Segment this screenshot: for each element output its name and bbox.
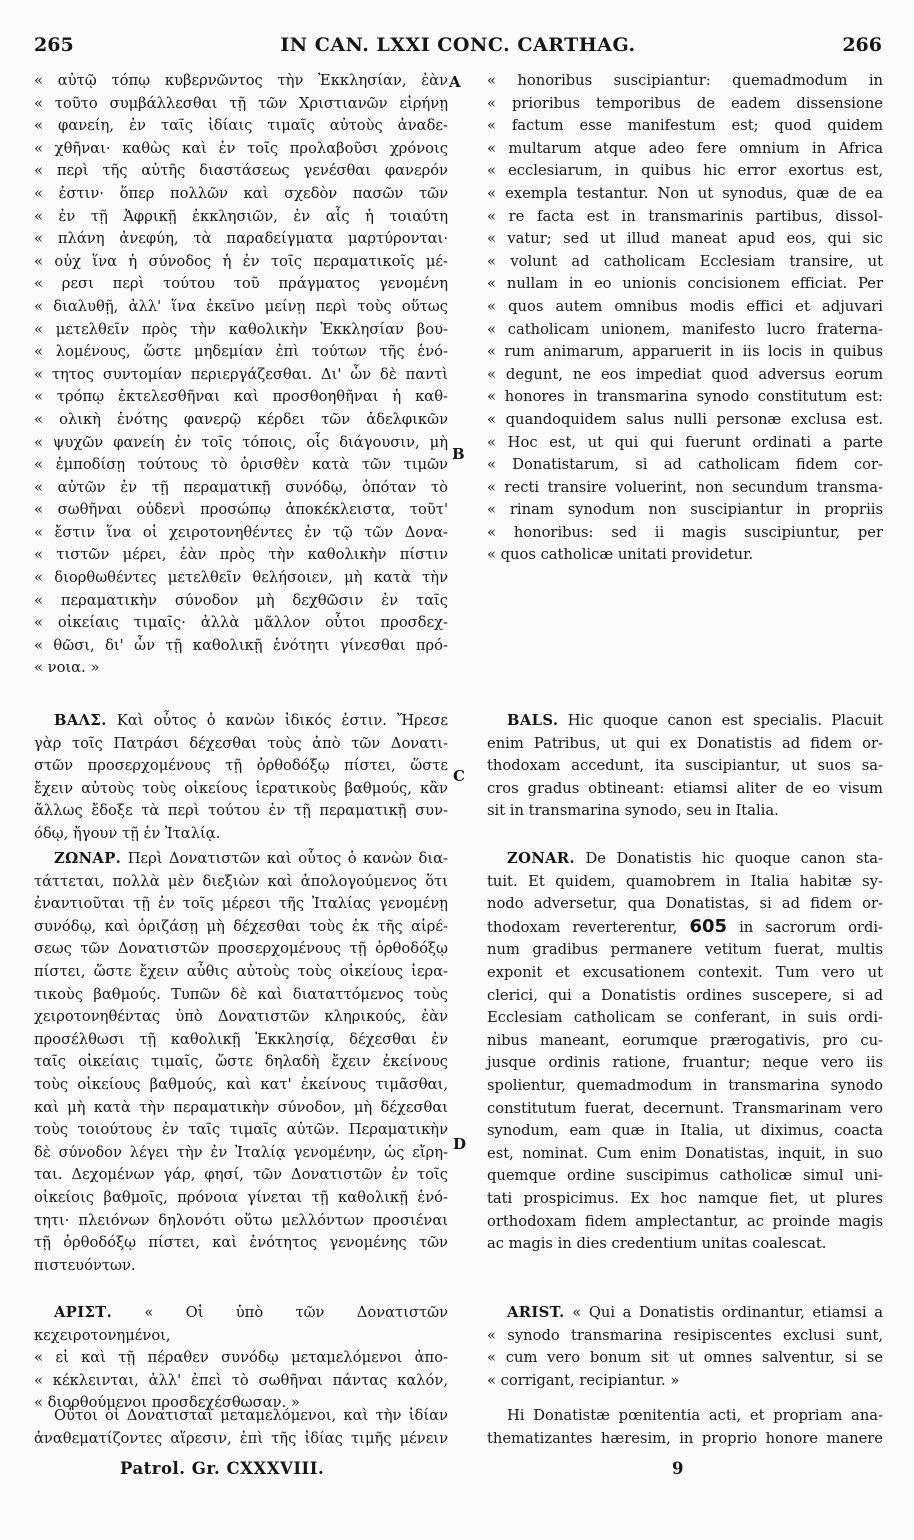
latin-aristenus-commentary <box>487 1302 883 1392</box>
text-line: tati prospicimus. Ex hoc namque fiet, ut plures <box>487 1189 883 1207</box>
commentator-label: ΑΡΙΣΤ. <box>54 1304 113 1321</box>
text-line: « ἐν τῇ Ἀφρικῇ ἐκκλησιῶν, ἐν αἷς ἡ τοιαύτη <box>34 207 448 225</box>
text-line: « corrigant, recipiantur. » <box>487 1371 680 1389</box>
text-line: καὶ μὴ κατὰ τὴν περαματικὴν σύνοδον, μὴ δέχεσθαι <box>34 1098 448 1116</box>
margin-marker-c: C <box>453 767 465 785</box>
text-line: spolientur, quemadmodum in transmarina synodo <box>487 1076 883 1094</box>
text-line: clerici, qui a Donatistis ordines suscepere, si ad <box>487 986 883 1004</box>
text-line: « πλάνη ἀνεφύη, τὰ παραδείγματα μαρτύρονται· <box>34 230 448 248</box>
commentator-label: BALS. <box>507 712 559 729</box>
text-line: δὲ σύνοδον λέγει τὴν ἐν Ἰταλίᾳ γενομένην, ὡς εἴρη- <box>34 1143 448 1161</box>
latin-zonaras-commentary <box>487 848 883 1256</box>
commentator-label: ZONAR. <box>507 850 576 867</box>
text-line: « κέκλεινται, ἀλλ' ἐπεὶ τὸ σωθῆναι πάντας καλόν, <box>34 1371 448 1389</box>
text-line: « honoribus suscipiantur: quemadmodum in <box>487 72 883 89</box>
text-line: « διορθούμενοι προσδεχέσθωσαν. » <box>34 1394 300 1412</box>
text-line: « catholicam unionem, manifesto lucro fraterna- <box>487 320 883 338</box>
text-line: « prioribus temporibus de eadem dissensione <box>487 94 883 112</box>
text-line: « ecclesiarum, in quibus hic error exortus est, <box>487 162 883 180</box>
text-line: synodum, eam quæ in Italia, ut diximus, coacta <box>487 1122 883 1140</box>
text-line: τῇ ὀρθοδόξῳ πίστει, καὶ ἑνότητος γενομένης τῶν <box>34 1234 448 1252</box>
text-line: « διαλυθῇ, ἀλλ' ἵνα ἐκεῖνο μείνῃ περὶ τοὺς οὕτως <box>34 297 448 315</box>
text-line: « μετελθεῖν πρὸς τὴν καθολικὴν Ἐκκλησίαν βου- <box>34 320 448 338</box>
page-number-left: 265 <box>34 34 74 56</box>
text-line: οἰκείοις βαθμοῖς, πρόνοια γίνεται τῇ καθολικῇ ἑνό- <box>34 1188 448 1206</box>
text-line: ταῖς οἰκείαις τιμαῖς, ὥστε δηλαδὴ ἔχειν ἐκείνους <box>34 1053 448 1071</box>
column-number: 605 <box>689 915 728 937</box>
text-line: ΑΡΙΣΤ. « Οἱ ὑπὸ τῶν Δονατιστῶν κεχειροτονημένοι, <box>34 1304 449 1344</box>
text-line: Οὗτοι οἱ Δονατισταὶ μεταμελόμενοι, καὶ τὴν ἰδίαν <box>54 1407 448 1424</box>
latin-closing-paragraph <box>487 1405 883 1450</box>
text-line: « νοια. » <box>34 659 100 677</box>
text-line: Ecclesiam catholicam se conferant, in suis ordi- <box>487 1009 883 1027</box>
margin-marker-b: B <box>452 445 465 463</box>
running-header <box>34 34 882 62</box>
text-line: exponit et excusationem contexit. Tum vero ut <box>487 963 883 981</box>
text-line: « multarum atque adeo fere omnium in Africa <box>487 139 883 157</box>
text-line: « σωθῆναι οὐδενὶ προσώπῳ ἀποκέκλειστα, τοῦτ' <box>34 501 448 519</box>
commentator-label: ARIST. <box>507 1304 565 1321</box>
text-line: constitutum fuerat, decernunt. Transmarinam vero <box>487 1099 883 1117</box>
text-line: « οἰκείαις τιμαῖς· ἀλλὰ μᾶλλον οὗτοι προσδεχ- <box>34 614 448 632</box>
commentator-label: ΖΩΝΑΡ. <box>54 850 122 867</box>
text-line: ac magis in dies credentium unitas coalescat. <box>487 1235 827 1253</box>
text-line: thodoxam accedunt, ita suscipiantur, ut suos sa- <box>487 757 883 775</box>
text-line: « αὐτῶν ἐν τῇ περαματικῇ συνόδῳ, ὁπόταν τὸ <box>34 478 448 496</box>
text-line: tuit. Et quidem, quamobrem in Italia habitæ sy- <box>487 872 883 890</box>
text-line: ZONAR. De Donatistis hic quoque canon sta- <box>507 850 883 867</box>
text-line: συνόδῳ, καὶ ὁριζάσῃ μὴ δέχεσθαι τοὺς ἐκ τῆς αἱρέ- <box>34 917 448 935</box>
text-line: « εἰ καὶ τῇ πέραθεν συνόδῳ μεταμελόμενοι ἀπο- <box>34 1349 448 1367</box>
text-line: « ρεσι περὶ τούτου τοῦ πράγματος γενομένη <box>34 275 448 293</box>
text-line: τοὺς τοιούτους ἐν ταῖς τιμαῖς αὐτῶν. Περαματικὴν <box>34 1121 448 1139</box>
text-line: Hi Donatistæ pœnitentia acti, et propriam ana- <box>507 1407 883 1424</box>
text-line: « τοῦτο συμβάλλεσθαι τῇ τῶν Χριστιανῶν εἰρήνῃ <box>34 94 448 112</box>
text-line: όδῳ, ἤγουν τῇ ἐν Ἰταλίᾳ. <box>34 824 221 842</box>
text-line: num gradibus permanere vetitum fuerat, multis <box>487 941 883 959</box>
text-line: πίστει, ὥστε ἔχειν αὖθις αὐτοὺς τοὺς οἰκείους ἱερα- <box>34 962 448 980</box>
text-line: cros gradus obtineant: etiamsi aliter de eo visum <box>487 779 883 797</box>
text-line: « Donatistarum, si ad catholicam fidem cor- <box>487 456 883 474</box>
text-line: « degunt, ne eos impediat quod adversus eorum <box>487 365 883 383</box>
text-line: « volunt ad catholicam Ecclesiam transire, ut <box>487 252 883 270</box>
text-line: « θῶσι, δι' ὧν τῇ καθολικῇ ἑνότητι γίνεσθαι πρό- <box>34 636 448 654</box>
text-line: « αὐτῷ τόπῳ κυβερνῶντος τὴν Ἐκκλησίαν, ἐὰν <box>34 72 448 89</box>
greek-balsamon-commentary <box>34 710 448 846</box>
text-line: γὰρ τοῖς Πατράσι δέχεσθαι τοὺς ἀπὸ τῶν Δονατι- <box>34 734 448 752</box>
text-line: « exempla testantur. Non ut synodus, quæ de ea <box>487 184 883 202</box>
text-line: « διορθωθέντες μετελθεῖν θελήσοιεν, μὴ κατὰ τὴν <box>34 569 448 587</box>
latin-balsamon-commentary <box>487 710 883 823</box>
text-line: « quos autem omnibus modis effici et adjuvari <box>487 297 883 315</box>
text-line: nodo adversetur, qua Donatistas, si ad fidem or- <box>487 895 883 913</box>
text-line: ΒΑΛΣ. Καὶ οὗτος ὁ κανὼν ἰδικός ἐστιν. Ἤρεσε <box>54 712 448 729</box>
text-line: προσέλθωσι τῇ καθολικῇ Ἐκκλησίᾳ, δέχεσθαι ἐν <box>34 1030 448 1048</box>
text-line: « honoribus: sed ii magis suscipiuntur, per <box>487 523 883 541</box>
text-line: τοὺς οἰκείους βαθμούς, καὶ κατ' ἐκείνους τιμᾶσθαι, <box>34 1075 448 1093</box>
text-line: « factum esse manifestum est; quod quidem <box>487 117 883 135</box>
text-line: πιστευόντων. <box>34 1256 136 1274</box>
latin-canon-text <box>487 70 883 567</box>
greek-zonaras-commentary <box>34 848 448 1277</box>
text-line: « τητος συντομίαν περιεργάζεσθαι. Δι' ὧν δὲ παντὶ <box>34 365 448 383</box>
text-line: BALS. Hic quoque canon est specialis. Placuit <box>507 712 883 729</box>
text-line: « vatur; sed ut illud maneat apud eos, qui sic <box>487 230 883 248</box>
margin-marker-a: A <box>449 73 461 91</box>
text-line: jusque ordinis ratione, fruantur; neque vero iis <box>487 1054 883 1072</box>
text-line: « nullam in eo unionis concisionem efficiat. Per <box>487 275 883 293</box>
text-line: « quos catholicæ unitati providetur. <box>487 546 754 564</box>
text-line: « recti transire voluerint, non secundum transma- <box>487 478 883 496</box>
text-line: « honores in transmarina synodo constitutum est: <box>487 388 883 406</box>
text-line: orthodoxam fidem amplectantur, ac proinde magis <box>487 1212 883 1230</box>
text-line: « χθῆναι· καθὼς καὶ ἐν τοῖς προλαβοῦσι χρόνοις <box>34 139 448 157</box>
text-line: « re facta est in transmarinis partibus, dissol- <box>487 207 883 225</box>
text-line: ἔχειν αὐτοὺς τοὺς οἰκείους ἱερατικοὺς βαθμούς, κἂν <box>34 779 448 797</box>
commentator-label: ΒΑΛΣ. <box>54 712 107 729</box>
text-line: « λομένους, ὥστε μηδεμίαν ἐπὶ τούτων τῆς ἑνό- <box>34 343 448 361</box>
running-title: IN CAN. LXXI CONC. CARTHAG. <box>280 34 636 56</box>
text-line: « ἐστιν· ὅπερ πολλῶν καὶ σχεδὸν πασῶν τῶν <box>34 184 448 202</box>
text-line: « περὶ τῆς αὐτῆς διαστάσεως γενέσθαι φανερόν <box>34 162 448 180</box>
text-line: χειροτονηθέντας ὑπὸ Δονατιστῶν κληρικούς, ἐὰν <box>34 1008 448 1026</box>
text-line: « rum animarum, apparuerit in iis locis in quibus <box>487 343 883 361</box>
text-line: « ψυχῶν φανείη ἐν τοῖς τόποις, οἷς διάγουσιν, μὴ <box>34 433 448 451</box>
zonaras-line-with-column-number: thodoxam reverterentur, 605 in sacrorum ordi- <box>487 915 884 937</box>
text-line: quemque ordine suscipimus catholicæ simul uni- <box>487 1167 883 1185</box>
text-line: τητι· πλειόνων δηλονότι οὕτω μελλόντων προσιέναι <box>34 1211 448 1229</box>
text-line: στῶν προσερχομένους τῇ ὀρθοδόξῳ πίστει, ὥστε <box>34 757 448 775</box>
footer-volume: Patrol. Gr. CXXXVIII. <box>120 1459 325 1478</box>
text-line: ἀναθεματίζοντες αἵρεσιν, ἐπὶ τῆς ἰδίας τιμῆς μένειν <box>34 1429 448 1447</box>
text-line: ται. Δεχομένων γάρ, φησί, τῶν Δονατιστῶν ἐν τοῖς <box>34 1166 448 1184</box>
text-line: « Hoc est, ut qui qui fuerunt ordinati a parte <box>487 433 883 451</box>
text-line: enim Patribus, ut qui ex Donatistis ad fidem or- <box>487 734 883 752</box>
page-number-right: 266 <box>842 34 882 56</box>
text-line: « rinam synodum non suscipiantur in propriis <box>487 501 883 519</box>
text-line: est, nominat. Cum enim Donatistas, inquit, in suo <box>487 1144 883 1162</box>
text-line: « ἐμποδίσῃ τούτους τὸ ὁρισθὲν κατὰ τῶν τιμῶν <box>34 456 448 474</box>
text-line: τάττεται, πολλὰ μὲν διεξιὼν καὶ ἀπολογούμενος ὅτι <box>34 872 448 890</box>
text-line: ἐναντιοῦται τῇ ἐν τοῖς μέρεσι τῆς Ἰταλίας γενομένῃ <box>34 895 448 913</box>
text-line: « οὐχ ἵνα ἡ σύνοδος ἡ ἐν τοῖς περαματικοῖς μέ- <box>34 252 448 270</box>
text-line: ἄλλως ἔδοξε τὰ περὶ τούτου ἐν τῇ περαματικῇ συν- <box>34 802 448 820</box>
text-line: ΖΩΝΑΡ. Περὶ Δονατιστῶν καὶ οὗτος ὁ κανὼν δια- <box>54 850 449 867</box>
text-line: « τιστῶν μέρει, ἐὰν πρὸς τὴν καθολικὴν πίστιν <box>34 546 448 564</box>
text-line: sit in transmarina synodo, seu in Italia. <box>487 802 779 820</box>
text-line: « quandoquidem salus nulli personæ exclusa est. <box>487 410 883 428</box>
greek-closing-paragraph <box>34 1405 448 1450</box>
text-line: thematizantes hæresim, in proprio honore manere <box>487 1429 883 1447</box>
footer-signature: 9 <box>672 1459 684 1478</box>
text-line: « ἔστιν ἵνα οἱ χειροτονηθέντες ἐν τῷ τῶν Δονα- <box>34 523 448 541</box>
text-line: τικοὺς βαθμούς. Τυπῶν δὲ καὶ διαταττόμενος τοὺς <box>34 985 448 1003</box>
text-line: « ολικὴ ἑνότης φανερῷ κέρδει τῶν ἀδελφικῶν <box>34 410 448 428</box>
greek-aristenus-commentary <box>34 1302 448 1415</box>
text-line: « τρόπῳ ἐκτελεσθῆναι καὶ προσθοηθῆναι ἡ καθ- <box>34 388 448 406</box>
text-line: nibus maneant, eorumque prærogativis, pro cu- <box>487 1031 883 1049</box>
greek-canon-text <box>34 70 448 680</box>
text-line: σεως τῶν Δονατιστῶν προσερχομένους τῇ ὀρθοδόξῳ <box>34 940 448 958</box>
text-line: « φανείη, ἐν ταῖς ἰδίαις τιμαῖς αὐτοὺς ἀναδε- <box>34 117 448 135</box>
text-line: ARIST. « Qui a Donatistis ordinantur, etiamsi a <box>507 1304 883 1321</box>
text-line: « synodo transmarina resipiscentes exclusi sunt, <box>487 1326 883 1344</box>
margin-marker-d: D <box>453 1135 467 1153</box>
text-line: « cum vero bonum sit ut omnes salventur, si se <box>487 1349 883 1367</box>
text-line: « περαματικὴν σύνοδον μὴ δεχθῶσιν ἐν ταῖς <box>34 591 448 609</box>
